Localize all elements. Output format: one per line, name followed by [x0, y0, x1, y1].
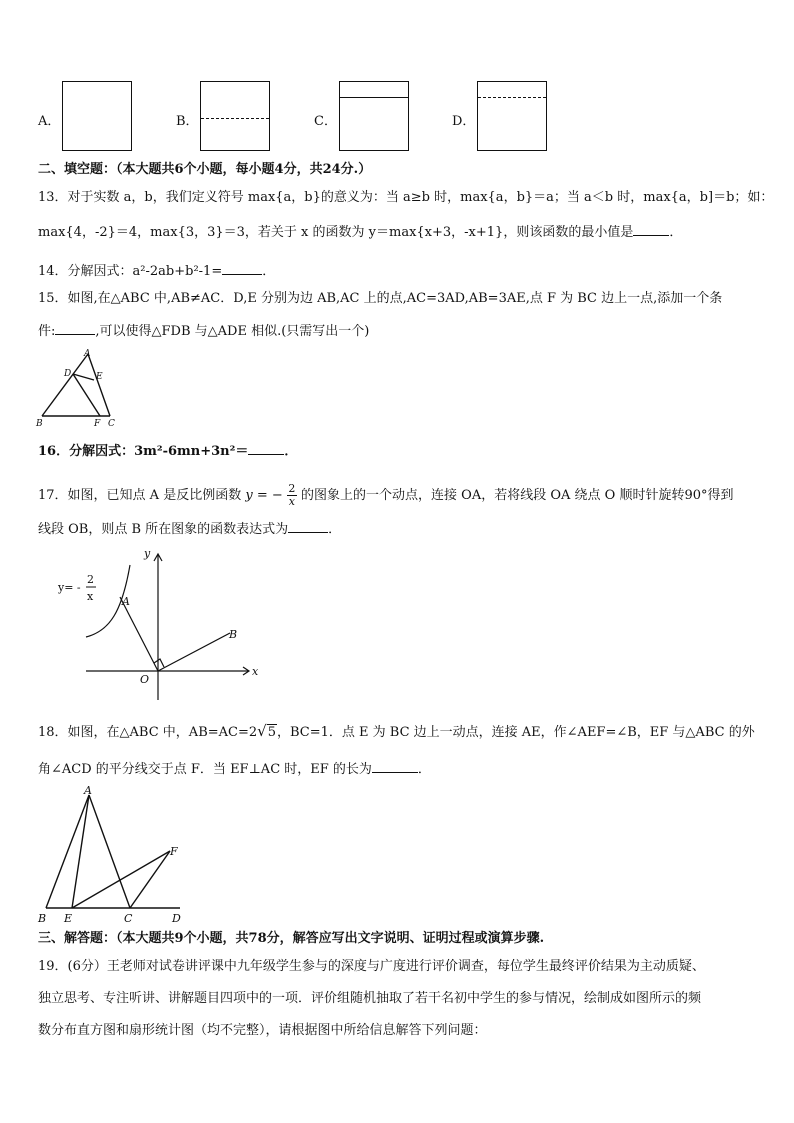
q17-line2-text: 线段 OB，则点 B 所在图象的函数表达式为	[38, 522, 289, 537]
q18-label-c: C	[124, 912, 133, 925]
q14-line	[38, 262, 275, 281]
q15-answer-blank[interactable]	[55, 322, 95, 335]
option-a-box[interactable]	[62, 81, 132, 151]
q18-line2-text: 角∠ACD 的平分线交于点 F．当 EF⊥AC 时，EF 的长为	[38, 762, 372, 777]
q18-triangle-figure	[34, 783, 194, 928]
q13-line1: 13．对于实数 a，b，我们定义符号 max{a，b}的意义为：当 a≥b 时，max{a，b}＝a；当 a＜b 时，max{a，b]＝b；如：	[38, 190, 774, 205]
q15-label-c: C	[108, 419, 115, 429]
q17-line2	[38, 520, 341, 539]
q17-point-a-label: A	[122, 595, 130, 608]
q14-answer-blank[interactable]	[222, 262, 262, 275]
q17-line1	[38, 483, 734, 508]
segment-ob	[158, 633, 230, 671]
q18-label-a: A	[84, 784, 92, 797]
option-b-label[interactable]: B．	[176, 114, 199, 129]
q18-end: ．	[417, 762, 431, 777]
q19-line3: 数分布直方图和扇形统计图（均不完整），请根据图中所给信息解答下列问题：	[38, 1023, 487, 1038]
q17-point-b-label: B	[229, 628, 238, 641]
q17-line1-start: 17．如图，已知点 A 是反比例函数	[38, 488, 242, 503]
section2-title: 二、填空题：（本大题共6个小题，每小题4分，共24分.）	[38, 162, 372, 177]
option-a-label[interactable]: A．	[38, 114, 61, 129]
q16-line	[38, 442, 297, 461]
q13-answer-blank[interactable]	[633, 223, 669, 236]
q15-label-a: A	[84, 349, 91, 359]
q13-line2-text: max{4，-2}＝4，max{3，3}＝3，若关于 x 的函数为 y＝max{x+3，-x+1}，则该函数的最小值是	[38, 225, 634, 240]
q16-text: 16．分解因式：3m²-6mn+3n²＝	[38, 444, 249, 459]
q16-answer-blank[interactable]	[248, 442, 284, 455]
q17-fraction	[287, 483, 297, 508]
q15-line2-rest: ,可以使得△FDB 与△ADE 相似.(只需写出一个)	[95, 324, 370, 339]
q15-label-b: B	[36, 419, 43, 429]
q17-equation-num: 2	[87, 573, 94, 586]
q15-label-f: F	[94, 419, 101, 429]
q19-line2: 独立思考、专注听讲、讲解题目四项中的一项．评价组随机抽取了若干名初中学生的参与情况，绘制成如图所示的频	[38, 991, 702, 1006]
option-b-dashed-line	[201, 118, 269, 119]
q17-origin-label: O	[140, 673, 150, 686]
q18-sqrt: √5	[257, 722, 276, 740]
q18-answer-blank[interactable]	[372, 760, 418, 773]
q15-line2-start: 件:	[38, 324, 56, 339]
option-d-label[interactable]: D．	[452, 114, 476, 129]
q19-line1: 19．(6分）王老师对试卷讲评课中九年级学生参与的深度与广度进行评价调查，每位学生最终评价结果为主动质疑、	[38, 959, 705, 974]
option-c-box[interactable]	[339, 81, 409, 151]
section3-title: 三、解答题：（本大题共9个小题，共78分，解答应写出文字说明、证明过程或演算步骤.	[38, 931, 545, 946]
q17-coordinate-figure	[50, 545, 270, 705]
q17-fraction-numerator: 2	[288, 482, 296, 495]
q13-end: ．	[669, 225, 683, 240]
q18-line1	[38, 722, 755, 742]
option-c-solid-line	[340, 97, 408, 98]
q17-fraction-denominator: x	[288, 495, 295, 508]
q18-label-b: B	[38, 912, 47, 925]
q18-label-f: F	[170, 845, 178, 858]
option-d-dashed-line	[478, 97, 546, 98]
q17-y-label: y	[144, 547, 151, 560]
q15-triangle-figure	[34, 346, 124, 430]
segment-oa	[120, 597, 158, 671]
option-d-box[interactable]	[477, 81, 547, 151]
q15-label-d: D	[64, 369, 72, 379]
q18-label-e: E	[64, 912, 73, 925]
q17-equation-lhs: y= -	[58, 581, 81, 594]
q17-end: ．	[328, 522, 342, 537]
q18-label-d: D	[172, 912, 181, 925]
q16-end: ．	[284, 444, 298, 459]
q18-sqrt-value: 5	[267, 725, 276, 740]
q18-line1-rest: ，BC=1．点 E 为 BC 边上一动点，连接 AE，作∠AEF=∠B，EF 与△ABC 的外	[276, 725, 755, 740]
q15-line1: 15．如图,在△ABC 中,AB≠AC．D,E 分别为边 AB,AC 上的点,AC=3AD,AB=3AE,点 F 为 BC 边上一点,添加一个条	[38, 291, 723, 306]
q17-line1-rest: 的图象上的一个动点，连接 OA，若将线段 OA 绕点 O 顺时针旋转90°得到	[301, 488, 734, 503]
q17-fraction-lhs: y = −	[245, 488, 283, 503]
q13-line2	[38, 223, 682, 242]
q17-answer-blank[interactable]	[288, 520, 328, 533]
option-b-box[interactable]	[200, 81, 270, 151]
q14-end: ．	[262, 264, 276, 279]
q14-text: 14．分解因式：a²-2ab+b²-1=	[38, 264, 223, 279]
q18-line2	[38, 760, 431, 779]
q18-line1-start: 18．如图，在△ABC 中，AB=AC=2	[38, 725, 258, 740]
option-c-label[interactable]: C．	[314, 114, 337, 129]
q17-x-label: x	[252, 665, 259, 678]
q15-label-e: E	[96, 372, 103, 382]
q17-equation-den: x	[87, 590, 94, 603]
q15-line2	[38, 322, 369, 341]
